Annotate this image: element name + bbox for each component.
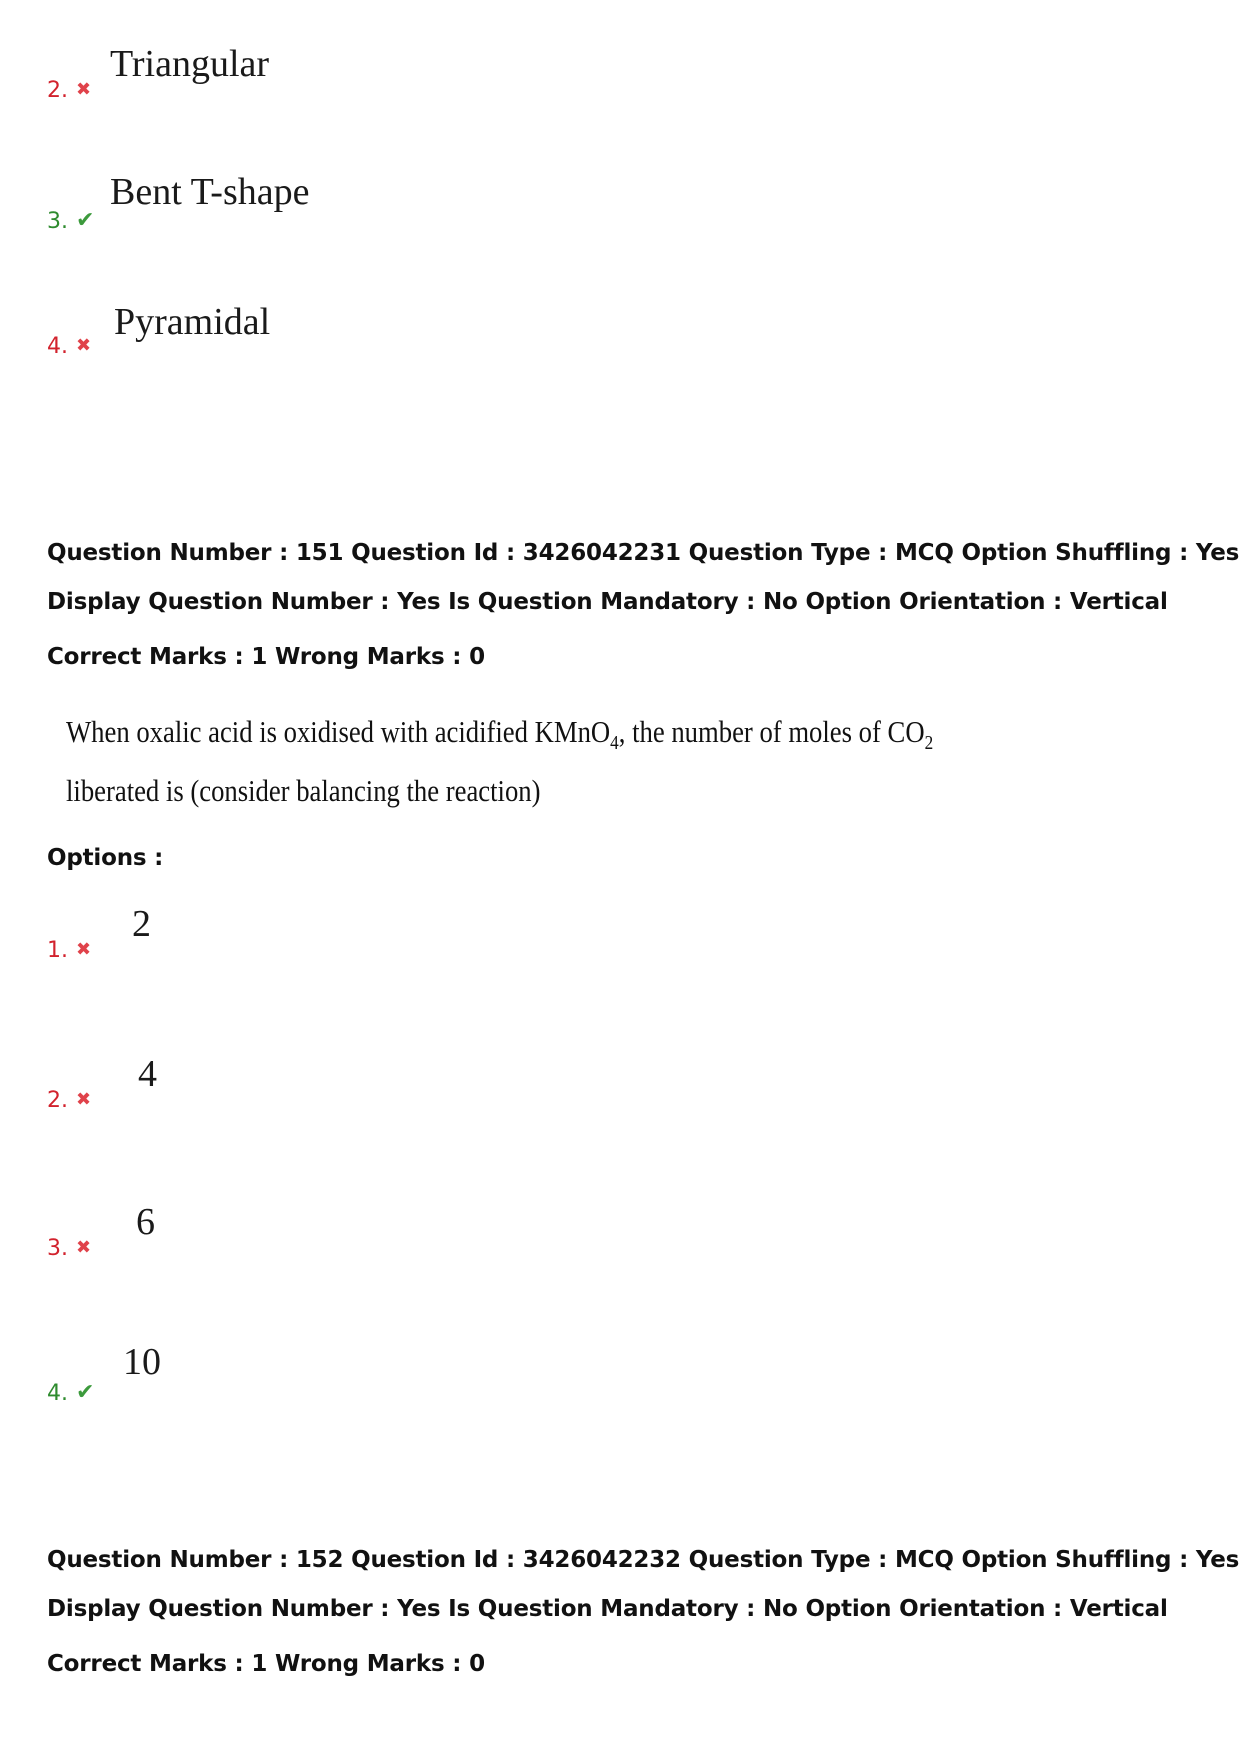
- option-row: [47, 1050, 947, 1113]
- option-text: Triangular: [110, 43, 270, 85]
- question-marks: Correct Marks : 1 Wrong Marks : 0: [47, 644, 485, 670]
- cross-icon: ✖: [76, 335, 92, 356]
- question-meta-line-1: Question Number : 151 Question Id : 3426042231 Question Type : MCQ Option Shuffling : Yes: [47, 540, 1240, 566]
- option-number: 1. ✖: [47, 938, 92, 963]
- option-number: 4. ✖: [47, 334, 92, 359]
- option-text: 10: [123, 1341, 161, 1383]
- check-icon: ✔: [76, 1380, 95, 1405]
- option-number: 2. ✖: [47, 78, 92, 103]
- question-meta-line-2: Display Question Number : Yes Is Question Mandatory : No Option Orientation : Vertical: [47, 1596, 1168, 1622]
- cross-icon: ✖: [76, 79, 92, 100]
- cross-icon: ✖: [76, 1237, 92, 1258]
- options-label: Options :: [47, 845, 164, 871]
- question-meta-line-2: Display Question Number : Yes Is Question Mandatory : No Option Orientation : Vertical: [47, 589, 1168, 615]
- option-row: [47, 298, 947, 358]
- cross-icon: ✖: [76, 1089, 92, 1110]
- option-text: 6: [136, 1201, 155, 1243]
- option-number: 3. ✖: [47, 1236, 92, 1261]
- option-row: [47, 1340, 947, 1406]
- question-meta-line-1: Question Number : 152 Question Id : 3426042232 Question Type : MCQ Option Shuffling : Yes: [47, 1547, 1240, 1573]
- question-marks: Correct Marks : 1 Wrong Marks : 0: [47, 1651, 485, 1677]
- option-text: Pyramidal: [114, 301, 271, 343]
- option-number: 3. ✔: [47, 208, 95, 234]
- question-text-line-1: When oxalic acid is oxidised with acidified KMnO$_4$, the number of moles of $CO_2$: [66, 714, 934, 755]
- check-icon: ✔: [76, 208, 95, 233]
- option-row: [47, 40, 947, 103]
- option-text: Bent T-shape: [110, 171, 310, 213]
- option-row: [47, 170, 947, 234]
- cross-icon: ✖: [76, 939, 92, 960]
- question-text: [66, 708, 933, 815]
- option-row: [47, 1198, 947, 1261]
- option-number: 4. ✔: [47, 1380, 95, 1406]
- option-text: 2: [132, 903, 151, 945]
- option-number: 2. ✖: [47, 1088, 92, 1113]
- option-row: [47, 900, 947, 963]
- question-text-line-2: liberated is (consider balancing the reaction): [66, 773, 541, 809]
- option-text: 4: [138, 1053, 157, 1095]
